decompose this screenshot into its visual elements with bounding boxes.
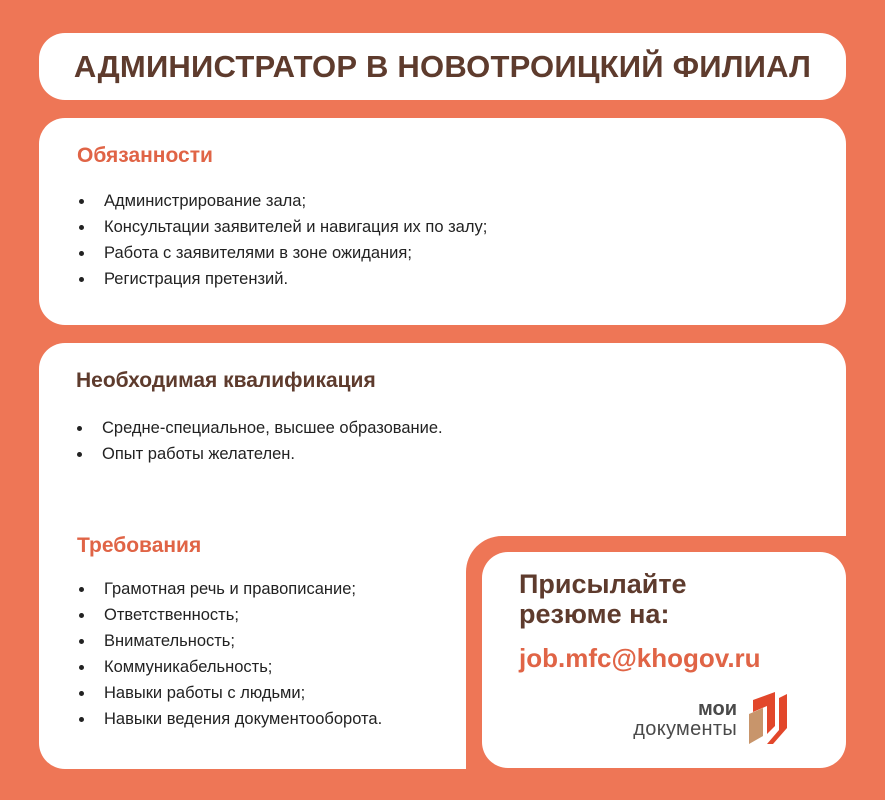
list-item: Навыки работы с людьми; [77, 680, 382, 706]
contact-heading-line2: резюме на: [519, 599, 670, 629]
title-card [39, 33, 846, 100]
list-item: Навыки ведения документооборота. [77, 706, 382, 732]
duties-title: Обязанности [77, 144, 213, 167]
list-item: Средне-специальное, высшее образование. [75, 415, 443, 441]
qualification-list [75, 415, 443, 467]
list-item: Опыт работы желателен. [75, 441, 443, 467]
contact-heading-line1: Присылайте [519, 569, 687, 599]
contact-email-link[interactable]: job.mfc@khogov.ru [519, 643, 761, 673]
list-item: Коммуникабельность; [77, 654, 382, 680]
qualification-title: Необходимая квалификация [76, 369, 376, 392]
contact-heading [519, 569, 687, 629]
list-item: Администрирование зала; [77, 188, 487, 214]
list-item: Внимательность; [77, 628, 382, 654]
duties-list [77, 188, 487, 292]
list-item: Грамотная речь и правописание; [77, 576, 382, 602]
requirements-list [77, 576, 382, 732]
duties-card [39, 118, 846, 325]
list-item: Регистрация претензий. [77, 266, 487, 292]
moi-dokumenty-logo [599, 686, 799, 746]
list-item: Консультации заявителей и навигация их по залу; [77, 214, 487, 240]
contact-card [482, 552, 846, 768]
logo-text-line1: мои [697, 698, 737, 720]
logo-text-line2: документы [633, 718, 737, 740]
list-item: Работа с заявителями в зоне ожидания; [77, 240, 487, 266]
requirements-title: Требования [77, 534, 202, 557]
list-item: Ответственность; [77, 602, 382, 628]
moi-dokumenty-logo-icon [745, 690, 791, 746]
page-title: АДМИНИСТРАТОР В НОВОТРОИЦКИЙ ФИЛИАЛ [73, 48, 812, 84]
